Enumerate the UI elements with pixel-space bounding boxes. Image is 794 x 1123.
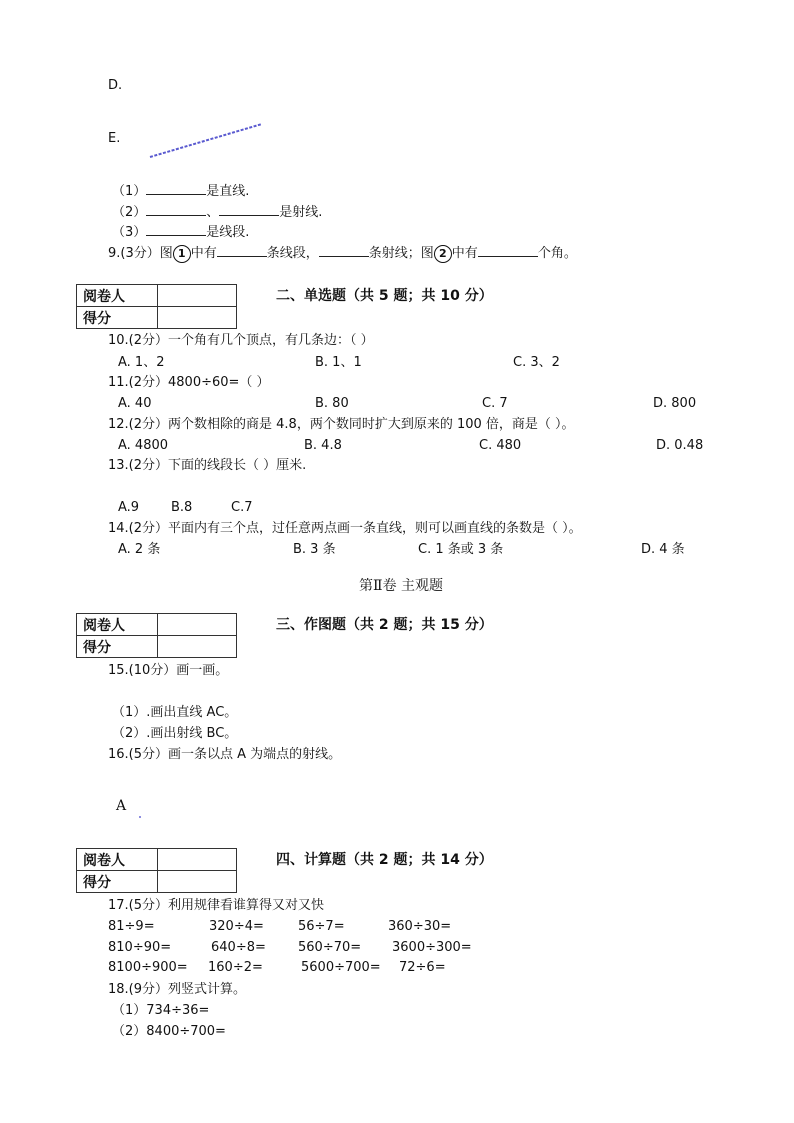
- q11-option-a: A. 40: [118, 396, 152, 411]
- question-15: 15.(10分）画一画。: [108, 663, 229, 678]
- score-label: 得分: [77, 871, 158, 893]
- section-3-title: 三、作图题（共 2 题；共 15 分）: [276, 617, 493, 633]
- question-13: 13.(2分）下面的线段长（ ）厘米.: [108, 458, 307, 473]
- grader-table-4: [76, 848, 237, 893]
- q10-option-a: A. 1、2: [118, 355, 165, 370]
- section-4-title: 四、计算题（共 2 题；共 14 分）: [276, 852, 493, 868]
- question-11: 11.(2分）4800÷60=（ ）: [108, 375, 270, 390]
- q14-option-c: C. 1 条或 3 条: [418, 542, 504, 557]
- question-12: 12.(2分）两个数相除的商是 4.8，两个数同时扩大到原来的 100 倍，商是（ ）。: [108, 417, 575, 432]
- q15-sub1: （1）.画出直线 AC。: [112, 705, 238, 720]
- question-18: 18.(9分）列竖式计算。: [108, 982, 247, 997]
- circled-1: 1: [173, 245, 191, 263]
- q14-option-a: A. 2 条: [118, 542, 161, 557]
- calc-cell: 72÷6=: [399, 960, 446, 975]
- score-cell[interactable]: [158, 307, 237, 329]
- section-2-title: 二、单选题（共 5 题；共 10 分）: [276, 288, 493, 304]
- grader-cell[interactable]: [158, 849, 237, 871]
- q11-option-d: D. 800: [653, 396, 697, 411]
- q10-option-c: C. 3、2: [513, 355, 560, 370]
- q13-option-c: C.7: [231, 500, 253, 515]
- calc-cell: 320÷4=: [209, 919, 264, 934]
- calc-cell: 56÷7=: [298, 919, 345, 934]
- q18-sub1: （1）734÷36=: [112, 1003, 210, 1018]
- q14-option-d: D. 4 条: [641, 542, 685, 557]
- point-a-dot: [139, 816, 141, 818]
- calc-cell: 3600÷300=: [392, 940, 472, 955]
- q8-sub1: （1） 是直线.: [112, 181, 249, 201]
- q14-option-b: B. 3 条: [293, 542, 336, 557]
- question-10: 10.(2分）一个角有几个顶点，有几条边：（ ）: [108, 333, 374, 348]
- q12-option-b: B. 4.8: [304, 438, 342, 453]
- q13-option-a: A.9: [118, 500, 140, 515]
- question-9: 9.(3分）图 1 中有 条线段， 条射线；图 2 中有 个角。: [108, 243, 577, 263]
- grader-label: 阅卷人: [77, 849, 158, 871]
- point-a-label: A: [116, 798, 127, 814]
- calc-cell: 640÷8=: [211, 940, 266, 955]
- q12-option-c: C. 480: [479, 438, 522, 453]
- question-16: 16.(5分）画一条以点 A 为端点的射线。: [108, 747, 342, 762]
- q8-sub3: （3） 是线段.: [112, 222, 249, 242]
- q11-option-c: C. 7: [482, 396, 508, 411]
- score-cell[interactable]: [158, 871, 237, 893]
- q12-option-a: A. 4800: [118, 438, 169, 453]
- question-14: 14.(2分）平面内有三个点，过任意两点画一条直线，则可以画直线的条数是（ ）。: [108, 521, 582, 536]
- option-e: E.: [108, 131, 121, 146]
- q12-option-d: D. 0.48: [656, 438, 704, 453]
- calc-cell: 81÷9=: [108, 919, 155, 934]
- score-label: 得分: [77, 307, 158, 329]
- calc-cell: 560÷70=: [298, 940, 362, 955]
- grader-table-2: [76, 284, 237, 329]
- calc-cell: 5600÷700=: [301, 960, 381, 975]
- q13-option-b: B.8: [171, 500, 193, 515]
- q18-sub2: （2）8400÷700=: [112, 1024, 226, 1039]
- volume-2-title: 第Ⅱ卷 主观题: [359, 578, 443, 594]
- grader-label: 阅卷人: [77, 285, 158, 307]
- question-17: 17.(5分）利用规律看谁算得又对又快: [108, 898, 325, 913]
- grader-cell[interactable]: [158, 285, 237, 307]
- calc-cell: 360÷30=: [388, 919, 452, 934]
- grader-label: 阅卷人: [77, 614, 158, 636]
- calc-cell: 160÷2=: [208, 960, 263, 975]
- option-d: D.: [108, 78, 123, 93]
- calc-cell: 810÷90=: [108, 940, 172, 955]
- grader-cell[interactable]: [158, 614, 237, 636]
- q15-sub2: （2）.画出射线 BC。: [112, 726, 238, 741]
- q8-sub2: （2） 、 是射线.: [112, 202, 322, 222]
- grader-table-3: [76, 613, 237, 658]
- line-segment-figure: [145, 118, 267, 162]
- q10-option-b: B. 1、1: [315, 355, 362, 370]
- score-cell[interactable]: [158, 636, 237, 658]
- score-label: 得分: [77, 636, 158, 658]
- q11-option-b: B. 80: [315, 396, 349, 411]
- circled-2: 2: [434, 245, 452, 263]
- calc-cell: 8100÷900=: [108, 960, 188, 975]
